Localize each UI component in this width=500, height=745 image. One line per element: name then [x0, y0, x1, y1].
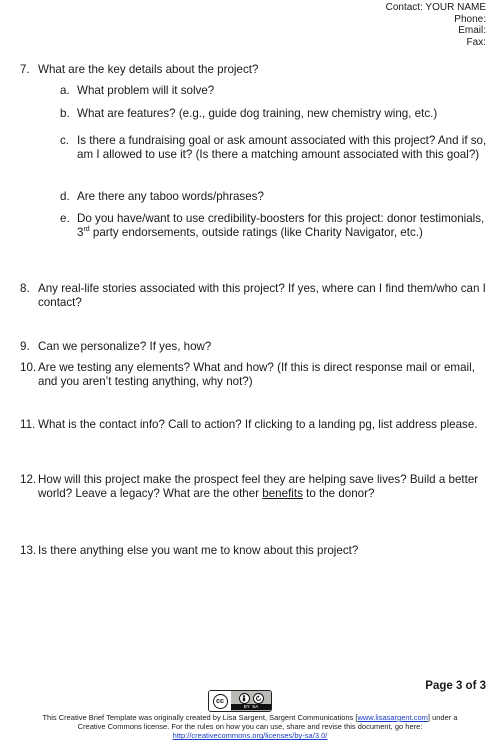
license-footer: [0, 713, 500, 741]
sub-letter: b.: [60, 107, 70, 120]
question-text: Can we personalize? If yes, how?: [38, 340, 212, 353]
question-number: 12.: [20, 473, 37, 486]
contact-name: Contact: YOUR NAME: [385, 2, 486, 13]
footer-line-1: This Creative Brief Template was originally created by Lisa Sargent, Sargent Communications [www.lisasargent.com] under a: [42, 713, 458, 722]
sub-text: What problem will it solve?: [77, 84, 215, 97]
phone-label: Phone:: [454, 13, 486, 25]
person-icon: [239, 693, 250, 704]
fax-label: Fax:: [466, 36, 486, 48]
sub-text: Is there a fundraising goal or ask amount associated with this project? And if so, am I allowed to use it? (Is there a matching amount associated with this goal?): [77, 134, 487, 162]
creative-commons-badge[interactable]: cc BY SA: [208, 690, 272, 712]
footer-line-3: [0, 731, 500, 740]
page-number: Page 3 of 3: [425, 680, 486, 692]
question-number: 8.: [20, 282, 30, 295]
question-text: Are we testing any elements? What and how? (If this is direct response mail or email, and you aren’t testing anything, why not?): [38, 361, 475, 389]
question-number: 10.: [20, 361, 37, 374]
sub-text: What are features? (e.g., guide dog training, new chemistry wing, etc.): [77, 107, 438, 120]
question-number: 13.: [20, 544, 37, 557]
question-text: How will this project make the prospect feel they are helping save lives? Build a better world? Leave a legacy? What are the other benefits to the donor?: [38, 473, 479, 501]
sub-text: Do you have/want to use credibility-boosters for this project: donor testimonials, 3rd party endorsements, outside ratings (like Charity Navigator, etc.): [77, 212, 485, 240]
question-text: What is the contact info? Call to action? If clicking to a landing pg, list address please.: [38, 418, 478, 431]
superscript: rd: [83, 226, 90, 234]
sub-letter: a.: [60, 84, 70, 97]
share-alike-icon: [253, 693, 264, 704]
license-link[interactable]: http://creativecommons.org/licenses/by-sa/3.0/: [172, 731, 328, 741]
contact-block: [386, 2, 486, 48]
sub-letter: e.: [60, 212, 70, 225]
sub-letter: c.: [60, 134, 70, 147]
question-number: 11.: [20, 418, 36, 431]
question-text: What are the key details about the project?: [38, 63, 259, 76]
website-link[interactable]: www.lisasargent.com: [357, 713, 428, 722]
footer-line-2: Creative Commons license. For the rules on how you can use, share and revise this document, go here:: [77, 722, 423, 732]
email-label: Email:: [458, 25, 486, 36]
sub-text: Are there any taboo words/phrases?: [77, 190, 264, 203]
question-text: Any real-life stories associated with this project? If yes, where can I find them/who can I contact?: [38, 282, 486, 310]
question-number: 7.: [20, 63, 30, 76]
question-number: 9.: [20, 340, 30, 353]
cc-logo-icon: cc: [209, 691, 231, 711]
sub-letter: d.: [60, 190, 70, 203]
question-text: Is there anything else you want me to know about this project?: [38, 544, 359, 557]
underlined-word: benefits: [262, 487, 303, 501]
